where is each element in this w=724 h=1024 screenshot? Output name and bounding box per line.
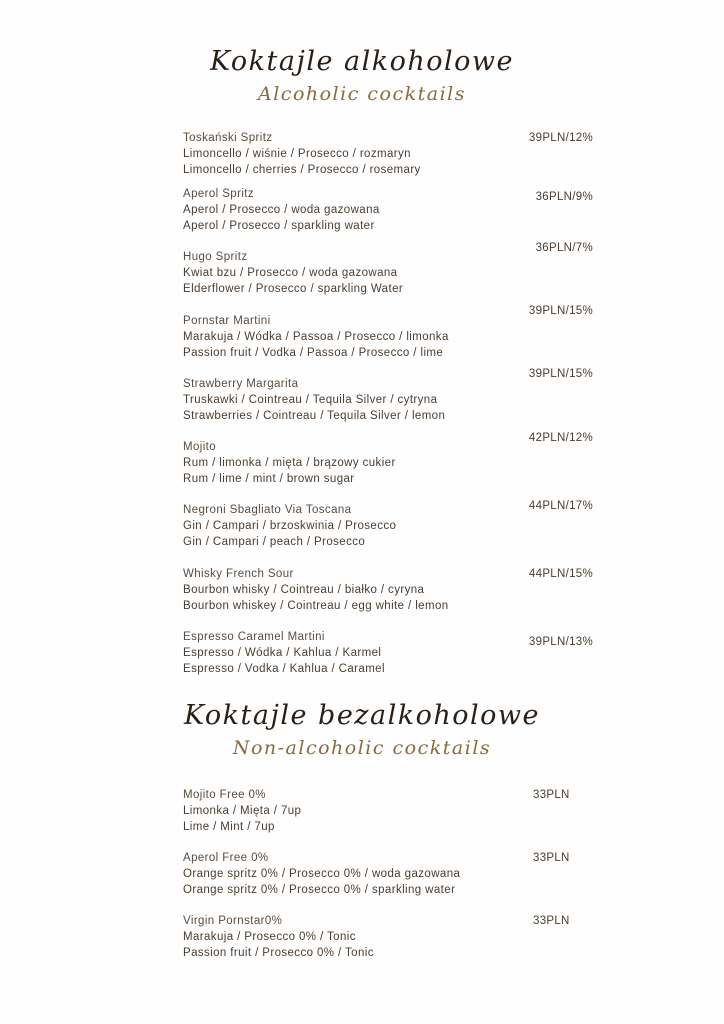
item-ingredients-pl: Orange spritz 0% / Prosecco 0% / woda gazowana [183, 867, 461, 880]
item-ingredients-pl: Bourbon whisky / Cointreau / białko / cyryna [183, 583, 425, 596]
item-price: 33PLN [533, 915, 570, 927]
item-price: 44PLN/15% [528, 568, 593, 580]
item-ingredients-en: Rum / lime / mint / brown sugar [183, 472, 355, 485]
item-name: Espresso Caramel Martini [183, 631, 325, 643]
item-price: 36PLN/9% [535, 191, 593, 203]
item-price: 39PLN/12% [528, 132, 593, 144]
menu-item-hugo-spritz [183, 250, 603, 297]
item-ingredients-en: Gin / Campari / peach / Prosecco [183, 535, 366, 548]
item-name: Aperol Free 0% [183, 852, 269, 864]
item-price: 39PLN/15% [528, 368, 593, 380]
item-price: 44PLN/17% [528, 500, 593, 512]
item-ingredients-en: Lime / Mint / 7up [183, 820, 275, 833]
alcoholic-subtitle: Alcoholic cocktails [258, 83, 466, 105]
item-price: 36PLN/7% [535, 242, 593, 254]
item-name: Toskański Spritz [183, 132, 273, 144]
item-price: 42PLN/12% [528, 432, 593, 444]
item-name: Mojito Free 0% [183, 789, 266, 801]
item-ingredients-pl: Gin / Campari / brzoskwinia / Prosecco [183, 519, 397, 532]
item-price: 39PLN/15% [528, 305, 593, 317]
menu-item-strawberry-margarita [183, 377, 603, 424]
item-price: 33PLN [533, 852, 570, 864]
item-ingredients-en: Passion fruit / Prosecco 0% / Tonic [183, 946, 374, 959]
menu-item-mojito [183, 440, 603, 487]
item-ingredients-pl: Marakuja / Wódka / Passoa / Prosecco / limonka [183, 330, 449, 343]
item-name: Strawberry Margarita [183, 378, 299, 390]
item-ingredients-pl: Espresso / Wódka / Kahlua / Karmel [183, 646, 382, 659]
item-ingredients-pl: Rum / limonka / mięta / brązowy cukier [183, 456, 396, 469]
item-name: Aperol Spritz [183, 188, 255, 200]
item-name: Mojito [183, 441, 217, 453]
item-ingredients-en: Strawberries / Cointreau / Tequila Silver / lemon [183, 409, 446, 422]
item-ingredients-pl: Limoncello / wiśnie / Prosecco / rozmaryn [183, 147, 411, 160]
item-price: 39PLN/13% [528, 636, 593, 648]
item-ingredients-pl: Kwiat bzu / Prosecco / woda gazowana [183, 266, 398, 279]
item-name: Whisky French Sour [183, 568, 294, 580]
item-ingredients-en: Elderflower / Prosecco / sparkling Water [183, 282, 404, 295]
item-ingredients-pl: Truskawki / Cointreau / Tequila Silver / cytryna [183, 393, 438, 406]
item-ingredients-en: Bourbon whiskey / Cointreau / egg white / lemon [183, 599, 449, 612]
item-ingredients-pl: Limonka / Mięta / 7up [183, 804, 302, 817]
nonalcoholic-subtitle: Non-alcoholic cocktails [232, 737, 492, 759]
item-ingredients-pl: Marakuja / Prosecco 0% / Tonic [183, 930, 356, 943]
item-ingredients-en: Orange spritz 0% / Prosecco 0% / sparkling water [183, 883, 456, 896]
item-ingredients-en: Espresso / Vodka / Kahlua / Caramel [183, 662, 385, 675]
item-name: Pornstar Martini [183, 315, 271, 327]
item-name: Hugo Spritz [183, 251, 248, 263]
item-price: 33PLN [533, 789, 570, 801]
item-ingredients-en: Passion fruit / Vodka / Passoa / Prosecco / lime [183, 346, 444, 359]
nonalcoholic-title: Koktajle bezalkoholowe [183, 700, 541, 731]
item-ingredients-en: Aperol / Prosecco / sparkling water [183, 219, 375, 232]
item-name: Negroni Sbagliato Via Toscana [183, 504, 352, 516]
item-name: Virgin Pornstar0% [183, 915, 283, 927]
item-ingredients-pl: Aperol / Prosecco / woda gazowana [183, 203, 380, 216]
menu-item-pornstar-martini [183, 314, 603, 361]
item-ingredients-en: Limoncello / cherries / Prosecco / rosemary [183, 163, 421, 176]
alcoholic-title: Koktajle alkoholowe [209, 46, 515, 77]
